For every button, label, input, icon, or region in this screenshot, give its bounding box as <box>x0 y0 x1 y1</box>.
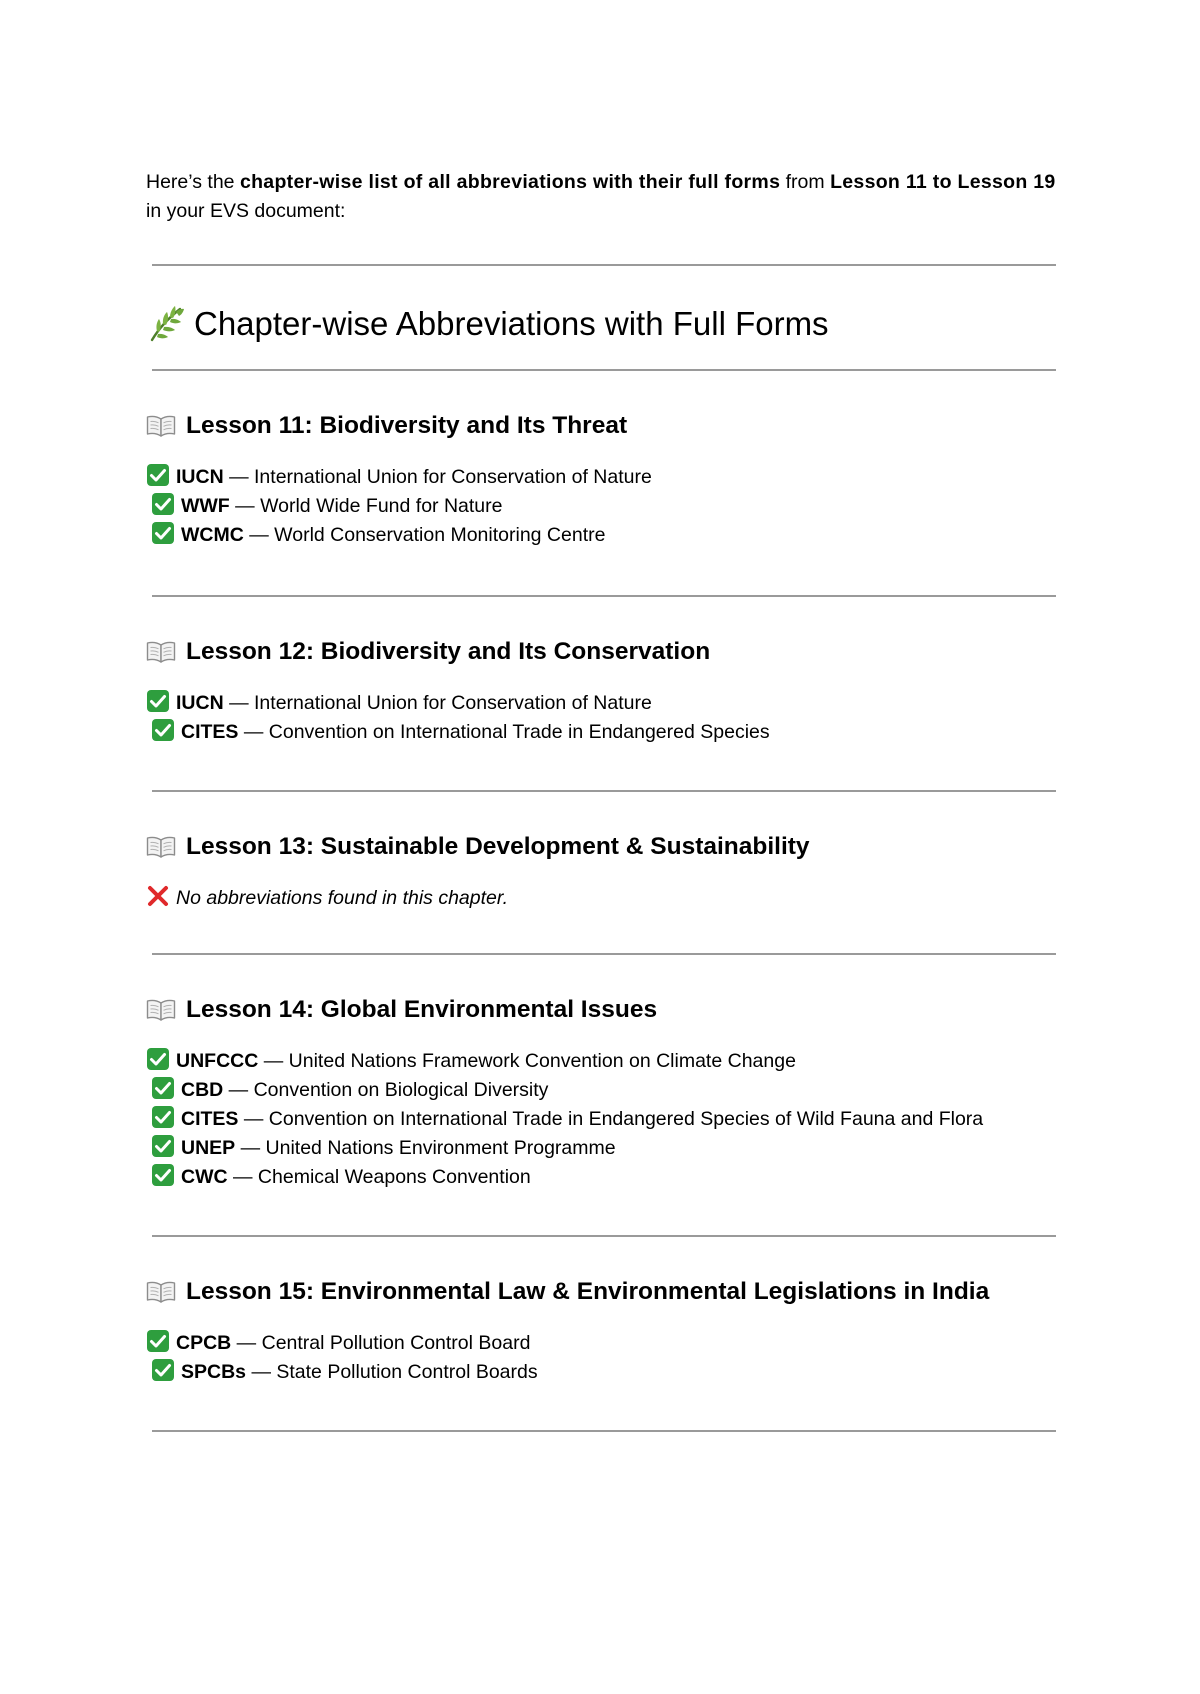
separator: — <box>235 1137 266 1159</box>
lesson-title-text: Lesson 15: Environmental Law & Environmental Legislations in India <box>186 1278 990 1305</box>
abbreviation-list <box>146 1329 1056 1387</box>
list-item <box>146 689 1056 718</box>
list-item <box>146 463 1056 492</box>
empty-note: No abbreviations found in this chapter. <box>176 887 509 909</box>
separator: — <box>223 1079 254 1101</box>
list-item <box>146 1076 1056 1105</box>
lesson-title <box>146 637 1056 667</box>
separator: — <box>246 1361 277 1383</box>
section-divider <box>152 1430 1056 1432</box>
lesson-section <box>146 637 1056 747</box>
lesson-title <box>146 1277 1056 1307</box>
open-book-icon <box>146 415 176 437</box>
check-mark-icon <box>151 1076 175 1100</box>
lesson-section <box>146 832 1056 913</box>
document-content <box>146 168 1056 1432</box>
intro-text: in your EVS document: <box>146 200 346 222</box>
abbreviation: WWF <box>181 495 230 517</box>
lesson-title-text: Lesson 13: Sustainable Development & Sustainability <box>186 833 810 860</box>
abbreviation-list <box>146 689 1056 747</box>
list-item <box>146 1047 1056 1076</box>
list-item <box>146 492 1056 521</box>
abbreviation: UNFCCC <box>176 1050 259 1072</box>
full-form: International Union for Conservation of Nature <box>254 466 652 488</box>
open-book-icon <box>146 836 176 858</box>
lesson-section <box>146 995 1056 1192</box>
full-form: World Wide Fund for Nature <box>260 495 503 517</box>
full-form: International Union for Conservation of Nature <box>254 692 652 714</box>
page-title <box>146 304 1056 344</box>
section-divider <box>152 369 1056 371</box>
lesson-title <box>146 832 1056 862</box>
cross-mark-icon <box>146 884 170 908</box>
list-item <box>146 1329 1056 1358</box>
check-mark-icon <box>151 1358 175 1382</box>
full-form: Convention on International Trade in Endangered Species of Wild Fauna and Flora <box>268 1108 984 1130</box>
separator: — <box>223 466 255 488</box>
list-item <box>146 1134 1056 1163</box>
full-form: World Conservation Monitoring Centre <box>274 524 606 546</box>
open-book-icon <box>146 999 176 1021</box>
intro-text: from <box>780 171 831 193</box>
full-form: Chemical Weapons Convention <box>257 1166 531 1188</box>
full-form: Convention on International Trade in Endangered Species <box>268 721 770 743</box>
lesson-title-text: Lesson 14: Global Environmental Issues <box>186 996 658 1023</box>
lesson-title <box>146 995 1056 1025</box>
list-item <box>146 718 1056 747</box>
lesson-title-text: Lesson 11: Biodiversity and Its Threat <box>186 412 628 439</box>
check-mark-icon <box>151 1105 175 1129</box>
section-divider <box>152 790 1056 792</box>
intro-bold-text: chapter-wise list of all abbreviations with their full forms <box>239 171 781 193</box>
abbreviation-list <box>146 463 1056 550</box>
separator: — <box>223 692 255 714</box>
open-book-icon <box>146 1281 176 1303</box>
abbreviation: CWC <box>181 1166 228 1188</box>
check-mark-icon <box>146 1329 170 1353</box>
full-form: State Pollution Control Boards <box>276 1361 538 1383</box>
lesson-title-text: Lesson 12: Biodiversity and Its Conservation <box>186 638 711 665</box>
intro-paragraph <box>146 168 1056 226</box>
separator: — <box>227 1166 258 1188</box>
section-divider <box>152 264 1056 266</box>
intro-bold-text: Lesson 11 to Lesson 19 <box>830 171 1056 193</box>
separator: — <box>238 1108 269 1130</box>
list-item <box>146 1163 1056 1192</box>
list-item <box>146 1105 1056 1134</box>
check-mark-icon <box>146 1047 170 1071</box>
abbreviation: CBD <box>181 1079 224 1101</box>
full-form: Central Pollution Control Board <box>261 1332 531 1354</box>
leaf-icon <box>146 304 186 344</box>
lesson-section <box>146 1277 1056 1387</box>
page-title-text: Chapter-wise Abbreviations with Full Forms <box>194 305 829 342</box>
abbreviation: CPCB <box>176 1332 232 1354</box>
check-mark-icon <box>151 492 175 516</box>
separator: — <box>258 1050 289 1072</box>
list-item <box>146 521 1056 550</box>
check-mark-icon <box>146 463 170 487</box>
section-divider <box>152 595 1056 597</box>
abbreviation: SPCBs <box>181 1361 247 1383</box>
check-mark-icon <box>151 521 175 545</box>
abbreviation-list <box>146 884 1056 913</box>
list-item <box>146 1358 1056 1387</box>
full-form: Convention on Biological Diversity <box>253 1079 549 1101</box>
abbreviation: CITES <box>181 721 239 743</box>
separator: — <box>231 1332 262 1354</box>
abbreviation: WCMC <box>181 524 244 546</box>
check-mark-icon <box>151 718 175 742</box>
separator: — <box>243 524 275 546</box>
abbreviation-list <box>146 1047 1056 1192</box>
abbreviation: IUCN <box>176 692 224 714</box>
check-mark-icon <box>151 1134 175 1158</box>
section-divider <box>152 1235 1056 1237</box>
separator: — <box>229 495 261 517</box>
abbreviation: CITES <box>181 1108 239 1130</box>
list-item <box>146 884 1056 913</box>
intro-text: Here’s the <box>146 171 240 193</box>
open-book-icon <box>146 641 176 663</box>
lesson-section <box>146 411 1056 550</box>
separator: — <box>238 721 269 743</box>
check-mark-icon <box>146 689 170 713</box>
abbreviation: IUCN <box>176 466 224 488</box>
full-form: United Nations Environment Programme <box>265 1137 616 1159</box>
full-form: United Nations Framework Convention on Climate Change <box>288 1050 796 1072</box>
section-divider <box>152 953 1056 955</box>
abbreviation: UNEP <box>181 1137 236 1159</box>
lesson-title <box>146 411 1056 441</box>
check-mark-icon <box>151 1163 175 1187</box>
